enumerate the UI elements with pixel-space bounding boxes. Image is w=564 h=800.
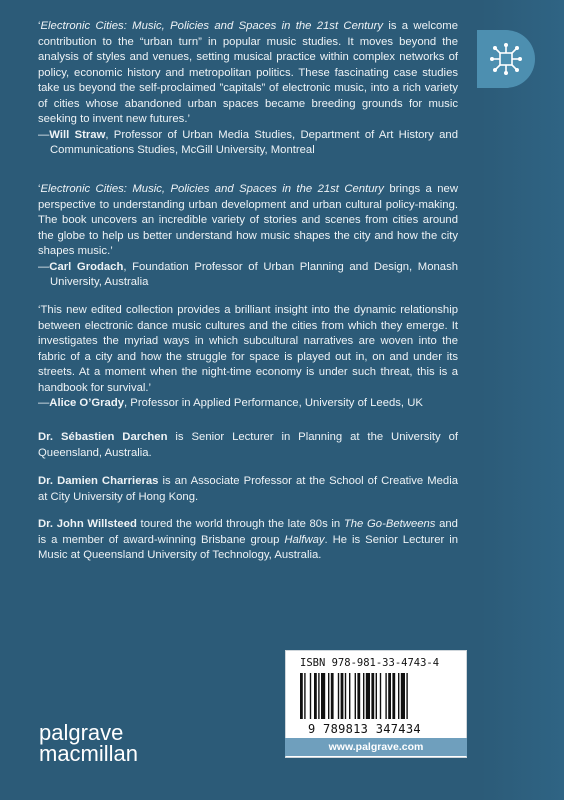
isbn-label: ISBN 978-981-33-4743-4 [300,657,440,669]
publisher-wordmark [39,722,138,764]
quote-text: ‘Electronic Cities: Music, Policies and Spaces in the 21st Century brings a new perspective to understanding urban development and urban cultural policy-making. The book uncovers an incredible variety of stories and scenes from cities around the globe to help us better understand how music shapes the city and how the city shapes music.’ [38,183,458,257]
editor-name: Dr. Sébastien Darchen [38,431,168,443]
brand-line-2: macmillan [39,741,139,766]
endorsement-quote-2 [38,182,458,291]
editor-name: Dr. Damien Charrieras [38,475,159,487]
book-title: Electronic Cities: Music, Policies and Spaces in the 21st Century [40,183,384,195]
quote-text: ‘This new edited collection provides a brilliant insight into the dynamic relationship between electronic dance music cultures and the cities from which they emerge. It investigates the myriad ways in which subcultural narratives are woven into the fabric of a city and how the struggle for space is played out in, on and under its streets. At a moment when the night-time economy is under such threat, this is a handbook for survival.’ [38,304,458,394]
barcode-digits: 9 789813 347434 [308,722,421,736]
spine-strip [480,0,564,800]
endorsement-quote-3 [38,303,458,412]
publisher-logo-badge [477,30,535,88]
editor-bio-2: Dr. Damien Charrieras is an Associate Professor at the School of Creative Media at City University of Hong Kong. [38,475,458,503]
brand-line-1: palgrave [39,720,124,745]
endorsement-quote-1 [38,19,458,159]
editor-bio-1: Dr. Sébastien Darchen is Senior Lecturer in Planning at the University of Queensland, Australia. [38,431,458,459]
quote-attribution: —Will Straw, Professor of Urban Media Studies, Department of Art History and Communications Studies, McGill University, Montreal [38,128,458,156]
quote-attribution: —Alice O’Grady, Professor in Applied Performance, University of Leeds, UK [38,397,423,409]
network-logo-icon [489,42,523,76]
editor-name: Dr. John Willsteed [38,518,137,530]
book-title: Electronic Cities: Music, Policies and Spaces in the 21st Century [40,20,383,32]
quote-text: ‘Electronic Cities: Music, Policies and Spaces in the 21st Century is a welcome contribution to the “urban turn” in popular music studies. It moves beyond the analysis of styles and venues, setting musical practice within complex networks of policy, economic history and metropolitan politics. These fascinating case studies take us beyond the self-proclaimed ”capitals” of electronic music, into a rich variety of cities whose abandoned urban spaces became breeding grounds for music seeking to invent new futures.’ [38,20,458,125]
quote-attribution: —Carl Grodach, Foundation Professor of Urban Planning and Design, Monash University, Australia [38,260,458,288]
website-link[interactable]: www.palgrave.com [285,738,467,756]
barcode-icon [294,673,458,723]
editor-bio-3: Dr. John Willsteed toured the world through the late 80s in The Go-Betweens and is a member of award-winning Brisbane group Halfway. He is Senior Lecturer in Music at Queensland University of Technology, Australia. [38,518,458,561]
